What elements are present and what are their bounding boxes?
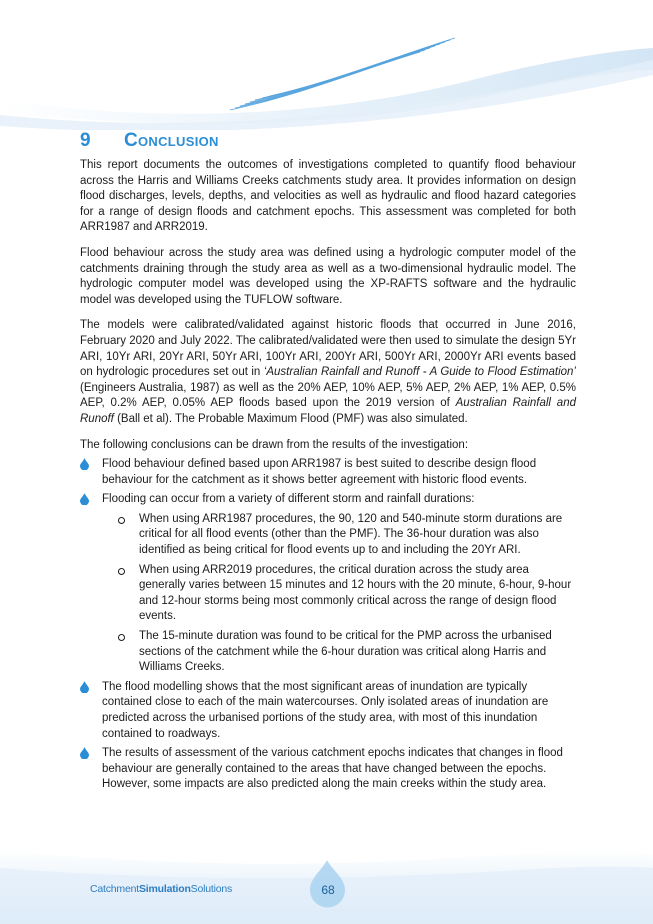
sublist-item [102, 629, 576, 676]
section-title: Conclusion [124, 130, 219, 151]
list-item-text: The flood modelling shows that the most significant areas of inundation are typically contained close to each of the main watercourses. Only isolated areas of inundation are predicted across the urbanised portions of the study area, with most of this inundation contained to roadways. [102, 680, 549, 740]
sublist-item [102, 512, 576, 559]
list-item-text: Flood behaviour defined based upon ARR1987 is best suited to describe design flood behaviour for the catchment as it shows better agreement with historic flood events. [102, 458, 537, 486]
list-item [80, 680, 576, 742]
duration-sublist [102, 512, 576, 676]
water-drop-icon [80, 681, 89, 693]
paragraph-conclusions-intro: The following conclusions can be drawn from the results of the investigation: [80, 438, 469, 451]
list-item-text: Flooding can occur from a variety of different storm and rainfall durations: [102, 493, 475, 506]
arr-title: Australian Rainfall and Runoff [80, 397, 576, 425]
header-wave-decoration [0, 0, 653, 130]
circle-icon [118, 568, 125, 575]
brand-simulation: Simulation [138, 883, 191, 895]
brand-solutions: Solutions [190, 883, 233, 895]
paragraph-calibration-part2: (Engineers Australia, 1987) as well as the 20% AEP, 10% AEP, 5% AEP, 2% AEP, 1% AEP, 0.5% AEP, 0.2% AEP, 0.05% AEP floods based upon the 2019 version of [80, 381, 576, 410]
list-item [80, 492, 576, 676]
water-drop-icon [80, 458, 89, 470]
circle-icon [118, 634, 125, 641]
conclusions-list [80, 457, 576, 793]
sublist-item [102, 563, 576, 625]
section-number: 9 [80, 130, 91, 151]
arr-guide-title: ‘Australian Rainfall and Runoff - A Guide to Flood Estimation’ [263, 366, 576, 379]
brand-catchment: Catchment [90, 883, 139, 895]
page-content [80, 130, 576, 797]
paragraph-calibration [80, 318, 576, 427]
list-item [80, 746, 576, 793]
list-item-text: The results of assessment of the various catchment epochs indicates that changes in flood behaviour are generally contained to the areas that have changed between the epochs. However, some impacts are also predicted along the main creeks within the study area. [102, 747, 563, 791]
sublist-item-text: The 15-minute duration was found to be critical for the PMP across the urbanised sections of the catchment while the 6-hour duration was critical along Harris and Williams Creeks. [139, 630, 552, 674]
footer-wave-decoration [0, 820, 653, 924]
paragraph-intro: This report documents the outcomes of investigations completed to quantify flood behaviour across the Harris and Williams Creeks catchments study area. It provides information on design flood discharges, levels, depths, and velocities as well as hydraulic and flood hazard categories for a range of design floods and catchment epochs. This assessment was completed for both ARR1987 and ARR2019. [80, 159, 576, 234]
paragraph-models: Flood behaviour across the study area was defined using a hydrologic computer model of the catchments draining through the study area as well as a two-dimensional hydraulic model. The hydrologic computer model was developed using the XP-RAFTS software and the hydraulic model was developed using the TUFLOW software. [80, 246, 576, 306]
paragraph-calibration-part1: The models were calibrated/validated against historic floods that occurred in June 2016, February 2020 and July 2022. The calibrated/validated were then used to simulate the design 5Yr ARI, 10Yr ARI, 20Yr ARI, 50Yr ARI, 100Yr ARI, 200Yr ARI, 500Yr ARI, 2000Yr ARI events based on hydrologic procedures set out in [80, 319, 576, 379]
paragraph-calibration-part3: (Ball et al). The Probable Maximum Flood (PMF) was also simulated. [113, 412, 468, 425]
sublist-item-text: When using ARR1987 procedures, the 90, 120 and 540-minute storm durations are critical for all flood events (other than the PMF). The 36-hour duration was also identified as being critical for flood events up to and including the 20Yr ARI. [139, 512, 563, 557]
sublist-item-text: When using ARR2019 procedures, the critical duration across the study area generally varies between 15 minutes and 12 hours with the 20 minute, 6-hour, 9-hour and 12-hour storms being most commonly critical across the range of design flood events. [139, 563, 572, 623]
section-heading [80, 130, 576, 152]
list-item [80, 457, 576, 488]
water-drop-icon [80, 493, 89, 505]
circle-icon [118, 517, 125, 524]
page-number: 68 [321, 883, 335, 897]
footer-brand [90, 883, 232, 895]
water-drop-icon [80, 747, 89, 759]
